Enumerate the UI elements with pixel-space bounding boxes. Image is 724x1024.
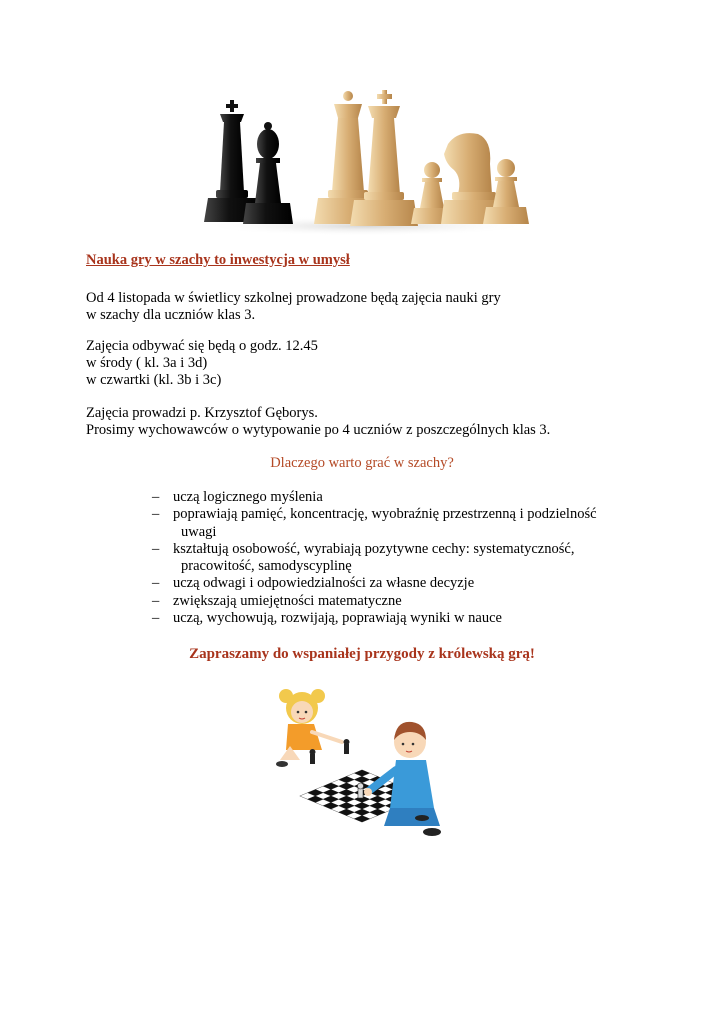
- schedule-line-2: w środy ( kl. 3a i 3d): [86, 355, 208, 371]
- reason-continuation: uwagi: [181, 523, 217, 540]
- chess-pieces-photo: [196, 86, 536, 236]
- list-item: [150, 575, 630, 592]
- reason-text: uczą, wychowują, rozwijają, poprawiają wyniki w nauce: [173, 610, 502, 627]
- schedule-line-1: Zajęcia odbywać się będą o godz. 12.45: [86, 338, 318, 354]
- dash-bullet: –: [152, 506, 160, 523]
- reason-continuation: pracowitość, samodyscyplinę: [181, 558, 352, 575]
- dash-bullet: –: [152, 610, 160, 627]
- intro-line-1: Od 4 listopada w świetlicy szkolnej prowadzone będą zajęcia nauki gry: [86, 290, 501, 306]
- leader-line-1: Zajęcia prowadzi p. Krzysztof Gęborys.: [86, 405, 318, 421]
- intro-paragraph: [86, 290, 501, 324]
- leader-paragraph: [86, 405, 550, 439]
- girl-figure: [276, 689, 342, 767]
- schedule-line-3: w czwartki (kl. 3b i 3c): [86, 372, 222, 388]
- children-chess-illustration: [272, 684, 452, 844]
- reason-text: kształtują osobowość, wyrabiają pozytywne cechy: systematyczność,: [173, 540, 575, 557]
- dash-bullet: –: [152, 575, 160, 592]
- list-item: [150, 506, 630, 541]
- black-bishop-piece: [243, 122, 293, 224]
- dash-bullet: –: [152, 592, 160, 609]
- list-item: [150, 489, 630, 506]
- reason-text: zwiększają umiejętności matematyczne: [173, 592, 402, 609]
- reason-text: uczą logicznego myślenia: [173, 489, 323, 505]
- list-item: [150, 610, 630, 627]
- leader-line-2: Prosimy wychowawców o wytypowanie po 4 uczniów z poszczególnych klas 3.: [86, 422, 551, 438]
- dash-bullet: –: [152, 540, 160, 557]
- reasons-list: [150, 489, 630, 627]
- page-title: Nauka gry w szachy to inwestycja w umysł: [86, 252, 350, 268]
- intro-line-2: w szachy dla uczniów klas 3.: [86, 307, 256, 323]
- reason-text: uczą odwagi i odpowiedzialności za własne decyzje: [173, 575, 475, 592]
- list-item: [150, 541, 630, 576]
- reason-text: poprawiają pamięć, koncentrację, wyobraźnię przestrzenną i podzielność: [173, 506, 597, 523]
- why-heading: Dlaczego warto grać w szachy?: [270, 455, 454, 471]
- invitation-text: Zapraszamy do wspaniałej przygody z królewską grą!: [189, 646, 535, 662]
- list-item: [150, 593, 630, 610]
- schedule-paragraph: [86, 338, 318, 389]
- dash-bullet: –: [152, 489, 160, 505]
